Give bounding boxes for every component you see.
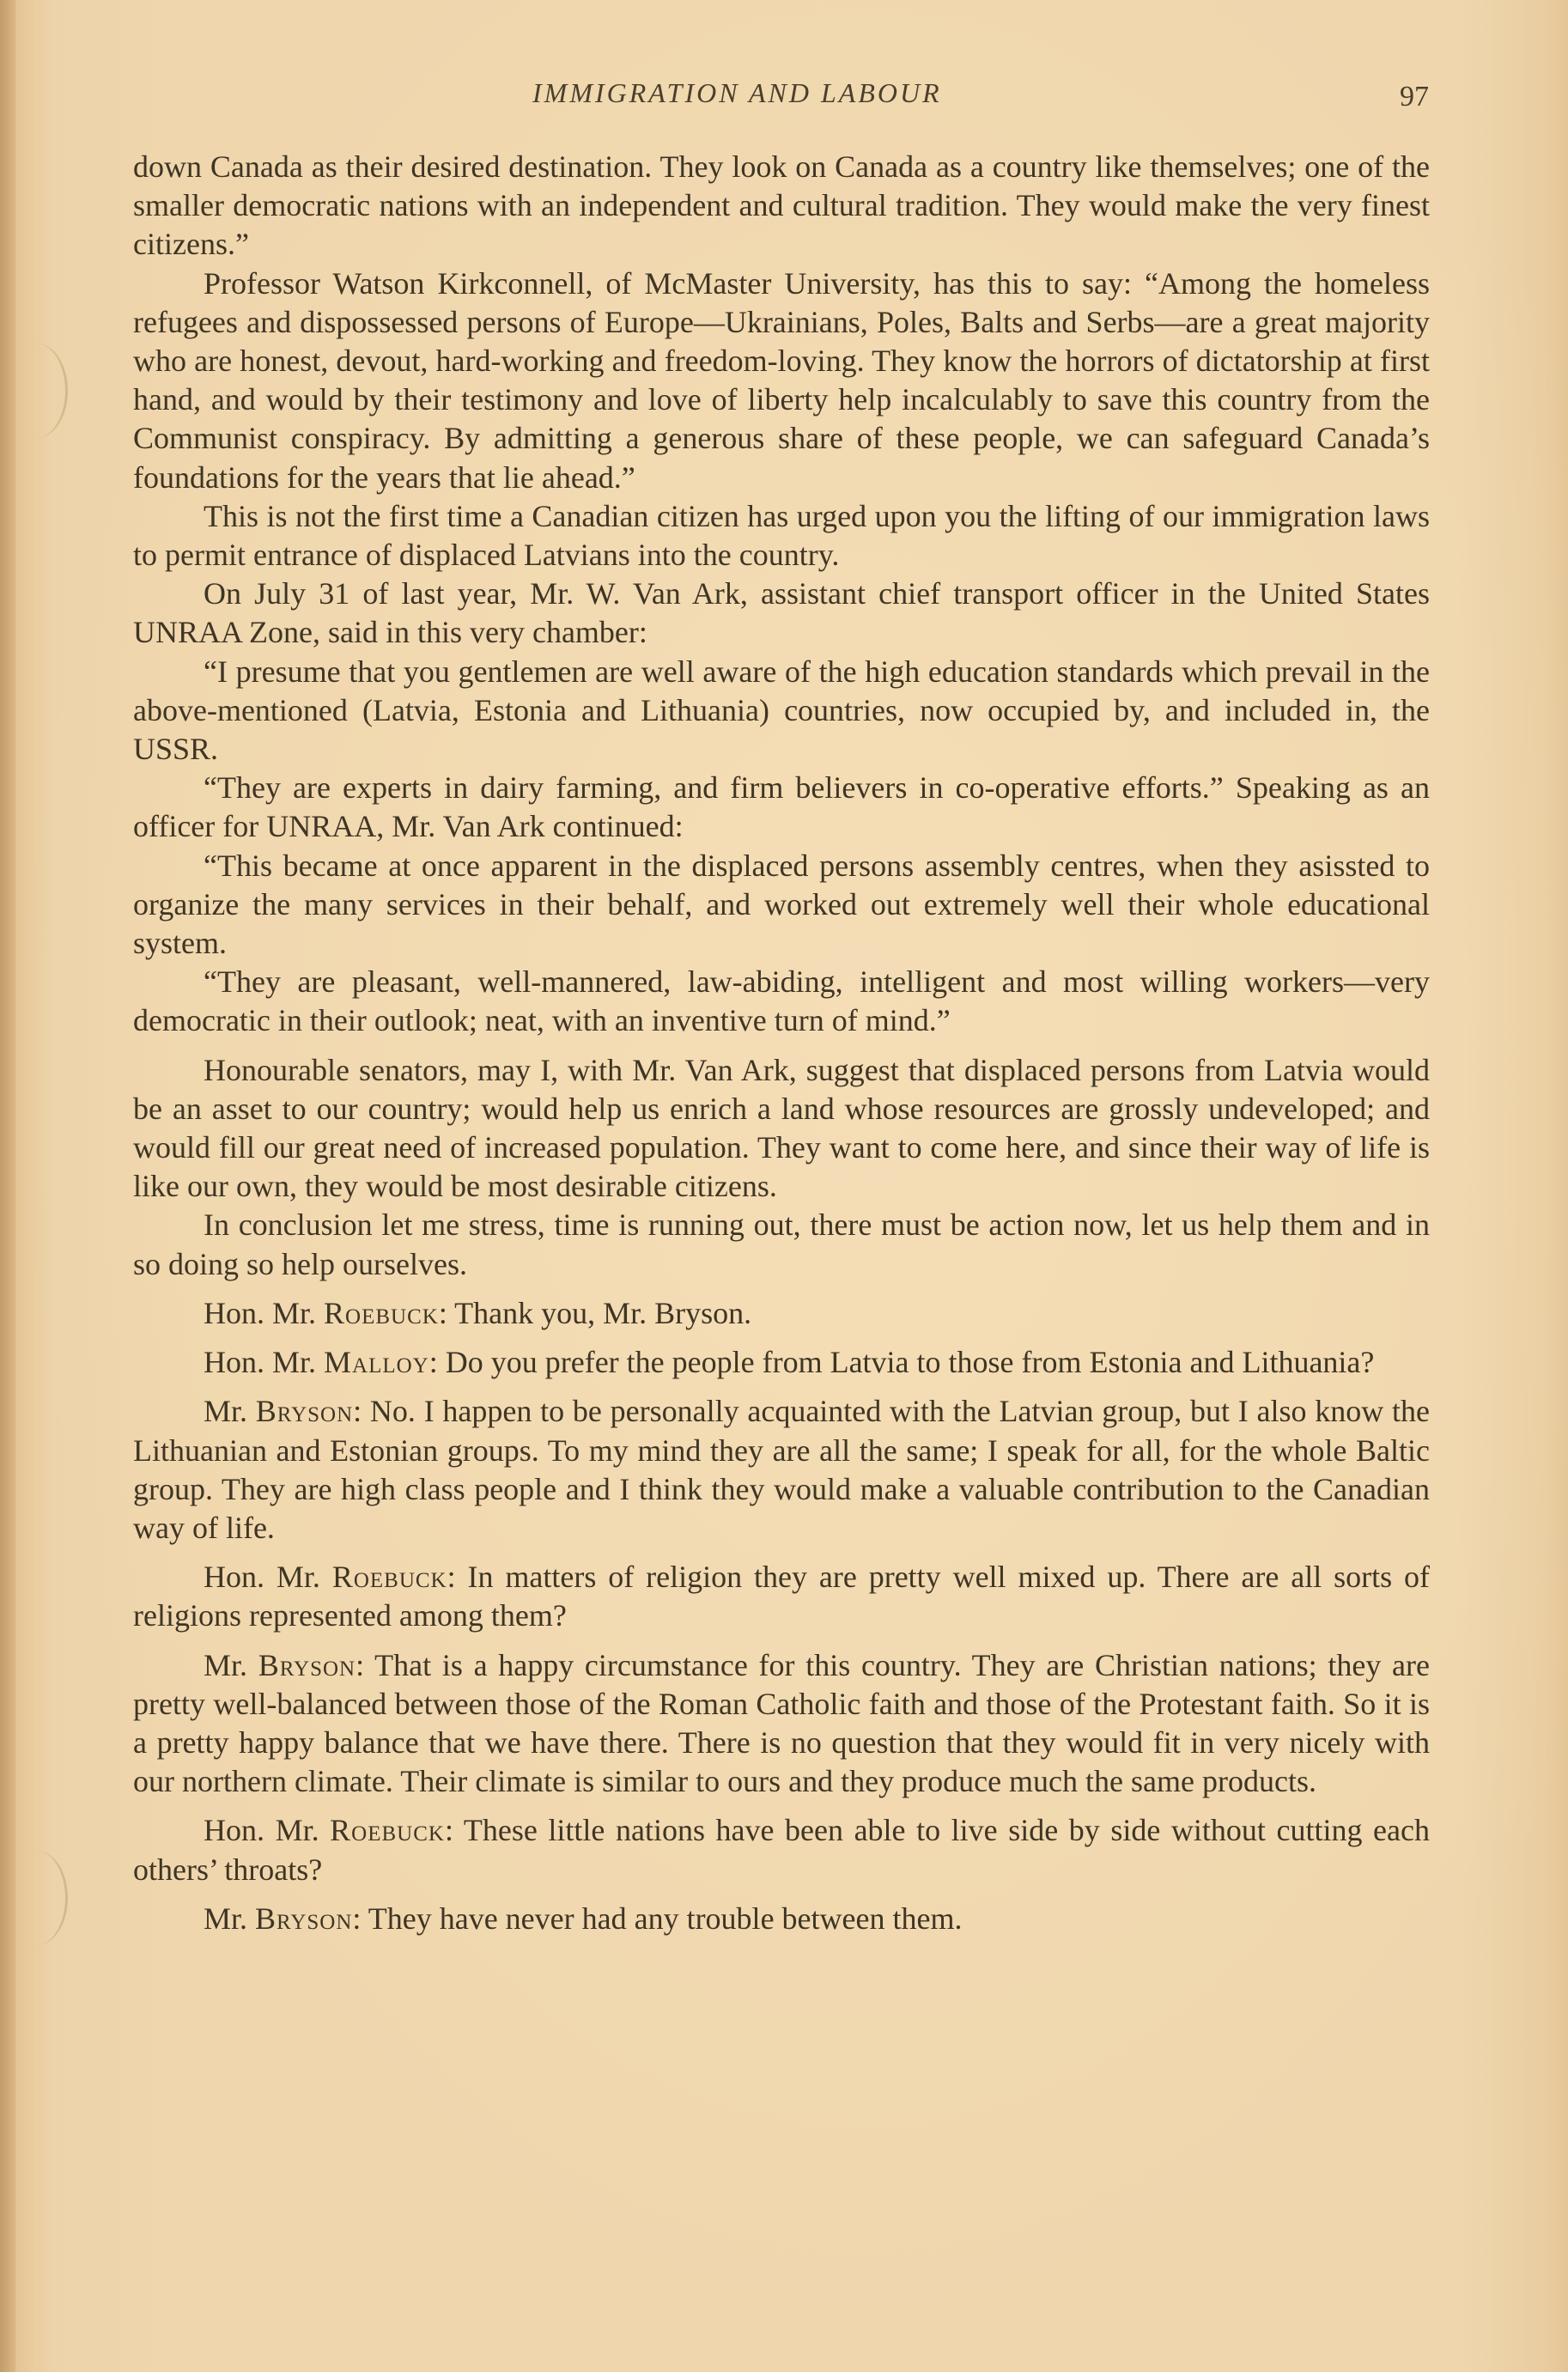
dialogue-text: : Thank you, Mr. Bryson. [438,1295,752,1330]
speaker-title: Hon. Mr. [204,1560,332,1595]
page-number: 97 [1400,81,1429,113]
paragraph: This is not the first time a Canadian citizen has urged upon you the lifting of our immigration laws to permit entrance of displaced Latvians into the country. [133,498,1430,573]
quoted-paragraph: “This became at once apparent in the displaced persons assembly centres, when they asissted to organize the many services in their behalf, and worked out extremely well their whole educational system. [133,848,1430,961]
dialogue-line [133,1294,1430,1333]
dialogue-line [133,1392,1430,1548]
speaker-title: Mr. [204,1647,258,1682]
dialogue-line [133,1900,1430,1938]
paragraph: On July 31 of last year, Mr. W. Van Ark, assistant chief transport officer in the United States UNRAA Zone, said in this very chamber: [133,576,1430,650]
dialogue-line [133,1646,1430,1802]
dialogue-text: : They have never had any trouble between them. [352,1901,963,1936]
speaker-name: Malloy [324,1345,429,1380]
paragraph: Honourable senators, may I, with Mr. Van Ark, suggest that displaced persons from Latvia would be an asset to our country; would help us enrich a land whose resources are grossly undeveloped; and would fill our great need of increased population. They want to come here, and since their way of life is like our own, they would be most desirable citizens. [133,1052,1430,1204]
paragraph: Professor Watson Kirkconnell, of McMaster University, has this to say: “Among the homeless refugees and dispossessed persons of Europe—Ukrainians, Poles, Balts and Serbs—are a great majority who are honest, devout, hard-working and freedom-loving. They know the horrors of dictatorship at first hand, and would by their testimony and love of liberty help incalculably to save this country from the Communist conspiracy. By admitting a generous share of these people, we can safeguard Canada’s foundations for the years that lie ahead.” [133,265,1430,495]
quoted-paragraph: “They are experts in dairy farming, and firm believers in co-operative efforts.” Speaking as an officer for UNRAA, Mr. Van Ark continued: [133,770,1430,844]
speaker-name: Bryson [258,1647,356,1682]
dialogue-text: : In matters of religion they are pretty well mixed up. There are all sorts of religions represented among them? [133,1560,1431,1633]
speaker-name: Roebuck [324,1295,439,1330]
dialogue-text: : That is a happy circumstance for this country. They are Christian nations; they are pretty well-balanced between those of the Roman Catholic faith and those of the Protestant faith. So it is a pretty happy balance that we have there. There is no question that they would fit in very nicely with our northern climate. Their climate is similar to ours and they produce much the same products. [133,1647,1430,1799]
quoted-paragraph: “I presume that you gentlemen are well aware of the high education standards which prevail in the above-mentioned (Latvia, Estonia and Lithuania) countries, now occupied by, and included in, the USSR. [133,654,1430,767]
dialogue-text: : These little nations have been able to live side by side without cutting each others’ throats? [133,1813,1430,1887]
dialogue-line [133,1811,1430,1888]
speaker-title: Hon. Mr. [204,1345,325,1380]
speaker-title: Mr. [204,1901,256,1936]
quoted-paragraph: “They are pleasant, well-mannered, law-abiding, intelligent and most willing workers—very democratic in their outlook; neat, with an inventive turn of mind.” [133,964,1430,1038]
page-header [0,77,1568,120]
speaker-name: Roebuck [330,1813,445,1848]
speaker-name: Roebuck [331,1560,447,1595]
paragraph: In conclusion let me stress, time is running out, there must be action now, let us help them and in so doing so help ourselves. [133,1207,1430,1281]
body-text [133,148,1430,1938]
speaker-name: Bryson [255,1394,354,1429]
dialogue-line [133,1343,1430,1382]
page-binding-edge [0,0,15,2372]
running-head: IMMIGRATION AND LABOUR [532,77,942,108]
paragraph: down Canada as their desired destination. They look on Canada as a country like themselves; one of the smaller democratic nations with an independent and cultural tradition. They would make the very finest citizens.” [133,149,1430,262]
page-fold-mark [5,344,68,438]
speaker-name: Bryson [255,1901,353,1936]
speaker-title: Hon. Mr. [204,1295,325,1330]
speaker-title: Mr. [204,1394,256,1429]
page-fold-mark [5,1851,68,1945]
dialogue-text: : No. I happen to be personally acquainted with the Latvian group, but I also know the Lithuanian and Estonian groups. To my mind they are all the same; I speak for all, for the whole Baltic group. They are high class people and I think they would make a valuable contribution to the Canadian way of life. [133,1394,1431,1545]
speaker-title: Hon. Mr. [204,1813,331,1848]
dialogue-text: : Do you prefer the people from Latvia to those from Estonia and Lithuania? [428,1345,1375,1380]
dialogue-line [133,1558,1430,1635]
